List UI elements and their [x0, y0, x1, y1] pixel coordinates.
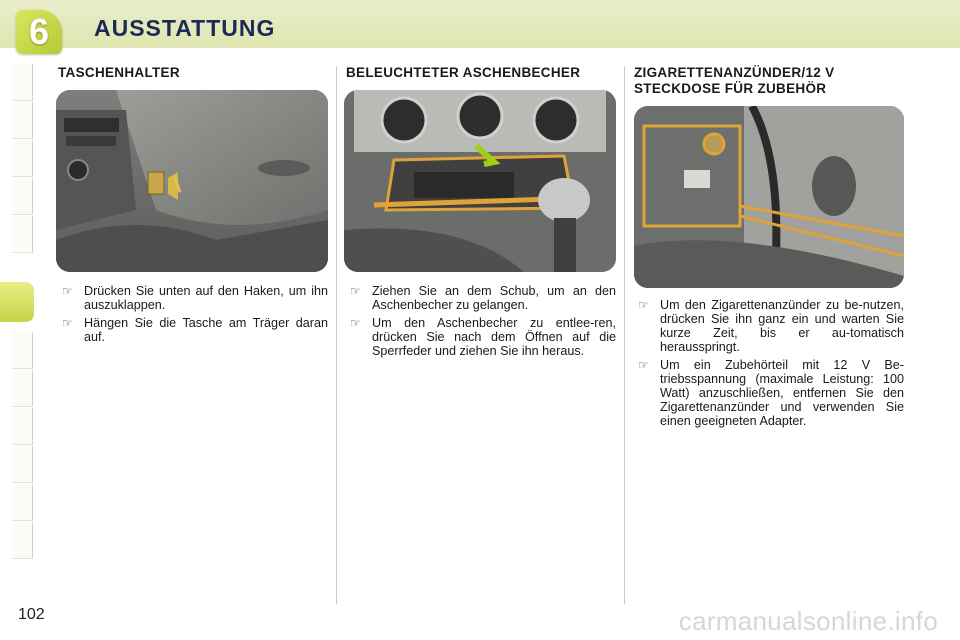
side-tab-active-chapter-6[interactable]	[0, 282, 34, 322]
watermark: carmanualsonline.info	[678, 606, 938, 636]
side-tab[interactable]	[12, 102, 33, 139]
side-tab[interactable]	[12, 178, 33, 215]
bullet-item: ☞ Um den Zigarettenanzünder zu be-nutzen, drücken Sie ihn ganz ein und warten Sie kurze Zeit, bis er au-tomatisch herausspringt.	[638, 298, 904, 354]
bullet-item: ☞ Hängen Sie die Tasche am Träger daran auf.	[62, 316, 328, 344]
page-number: 102	[18, 606, 45, 623]
side-tab[interactable]	[12, 332, 33, 369]
side-tab[interactable]	[12, 370, 33, 407]
photo-ashtray	[344, 90, 616, 272]
side-tab[interactable]	[12, 484, 33, 521]
side-tab[interactable]	[12, 140, 33, 177]
chapter-side-tabs	[0, 64, 34, 576]
section-title-aschenbecher: BELEUCHTETER ASCHENBECHER	[346, 65, 581, 80]
bullet-item: ☞ Drücken Sie unten auf den Haken, um ihn auszuklappen.	[62, 284, 328, 312]
column-divider	[624, 66, 625, 604]
pointing-hand-icon: ☞	[62, 284, 73, 298]
pointing-hand-icon: ☞	[350, 316, 361, 330]
side-tab[interactable]	[12, 446, 33, 483]
pointing-hand-icon: ☞	[638, 358, 649, 372]
chapter-title: AUSSTATTUNG	[94, 15, 276, 41]
column-divider	[336, 66, 337, 604]
bullet-item: ☞ Um den Aschenbecher zu entlee-ren, drücken Sie nach dem Öffnen auf die Sperrfeder und ziehen Sie ihn heraus.	[350, 316, 616, 358]
bullet-item: ☞ Um ein Zubehörteil mit 12 V Be-triebsspannung (maximale Leistung: 100 Watt) anzuschließen, entfernen Sie den Zigarettenanzünder und verwenden Sie einen geeigneten Adapter.	[638, 358, 904, 428]
side-tab[interactable]	[12, 408, 33, 445]
bullet-list-taschenhalter	[58, 284, 328, 348]
pointing-hand-icon: ☞	[638, 298, 649, 312]
photo-bag-hook	[56, 90, 328, 272]
pointing-hand-icon: ☞	[62, 316, 73, 330]
section-title-taschenhalter: TASCHENHALTER	[58, 65, 180, 80]
bullet-item: ☞ Ziehen Sie an dem Schub, um an den Aschenbecher zu gelangen.	[350, 284, 616, 312]
side-tab[interactable]	[12, 64, 33, 101]
bullet-list-aschenbecher	[346, 284, 616, 362]
bullet-list-zigarettenanzuender	[634, 298, 904, 432]
photo-cigarette-lighter	[634, 106, 904, 288]
side-tab[interactable]	[12, 522, 33, 559]
section-title-zigarettenanzuender: ZIGARETTENANZÜNDER/12 V STECKDOSE FÜR ZUBEHÖR	[634, 65, 835, 96]
side-tab[interactable]	[12, 216, 33, 253]
chapter-number-badge: 6	[16, 10, 62, 54]
pointing-hand-icon: ☞	[350, 284, 361, 298]
